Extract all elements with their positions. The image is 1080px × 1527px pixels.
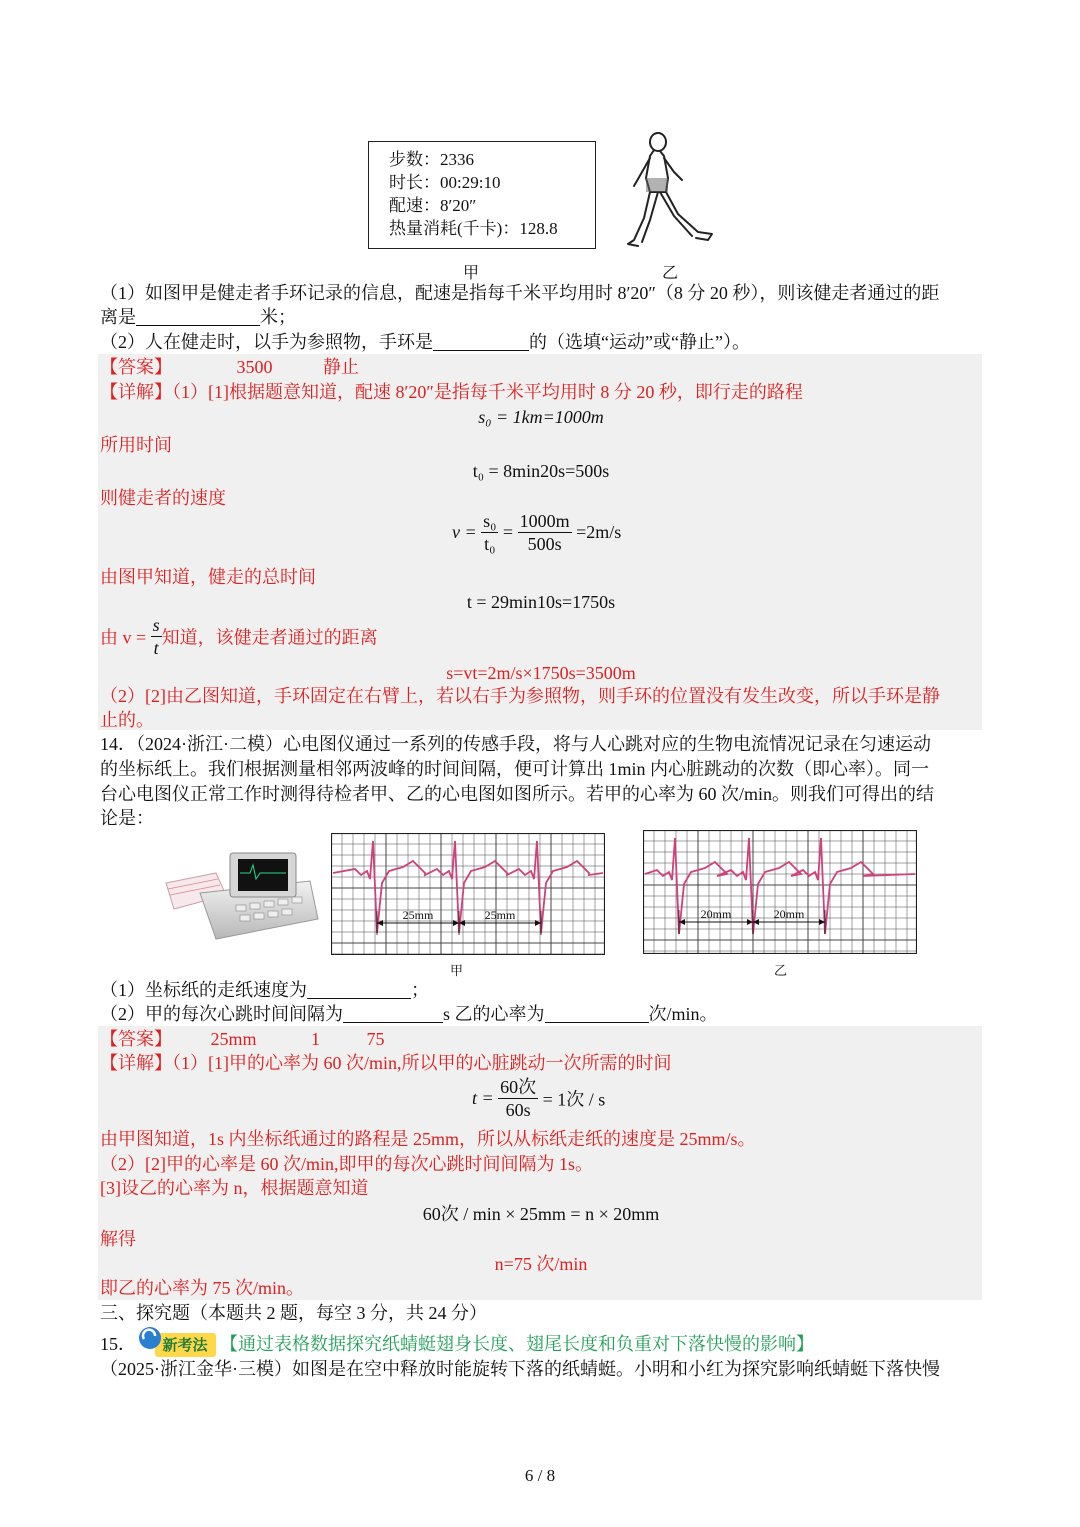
q13-distance-formula: 由 v = $\frac{s}{t}$ 知道，该健走者通过的距离 xyxy=(100,615,378,658)
ecg-measure-arrows xyxy=(377,908,541,935)
answer-blank-heart-rate[interactable] xyxy=(545,1004,649,1023)
ecg-chart-jia xyxy=(331,833,605,955)
ecg-label-yi: 乙 xyxy=(774,963,788,978)
q13-detail-2-cont: 止的。 xyxy=(100,710,154,730)
q13-part1: （1）如图甲是健走者手环记录的信息，配速是指每千米平均用时 8′20″（8 分 20 秒），则该健走者通过的距 xyxy=(100,283,940,303)
q15-header: 15． 新考法 【通过表格数据探究纸蜻蜓翅身长度、翅尾长度和负重对下落快慢的影响】 xyxy=(100,1329,814,1357)
q14-eq-t: t = $\frac{\text{60次}}{60s}$ = 1次 / s xyxy=(472,1077,606,1120)
q14-detail-1: 【详解】（1）[1]甲的心率为 60 次/min,所以甲的心脏跳动一次所需的时间 xyxy=(100,1053,672,1073)
answer-blank-interval[interactable] xyxy=(343,1004,443,1023)
q14-eq-n: 60次 / min × 25mm = n × 20mm xyxy=(422,1204,660,1224)
walker-illustration xyxy=(620,128,720,253)
q14-detail-2: 由甲图知道，1s 内坐标纸通过的路程是 25mm，所以从标纸走纸的速度是 25mm/s。 xyxy=(100,1129,756,1149)
q13-answer: 【答案】 3500 静止 xyxy=(100,357,359,377)
fig13-label-yi: 乙 xyxy=(662,265,679,282)
q14-stem-2: 的坐标纸上。我们根据测量相邻两波峰的时间间隔，便可计算出 1min 内心脏跳动的次数（即心率）。同一 xyxy=(100,759,929,779)
pedometer-calories: 热量消耗(千卡)：128.8 xyxy=(389,219,558,238)
q14-stem-4: 论是： xyxy=(100,808,154,828)
q13-eq-s: s=vt=2m/s×1750s=3500m xyxy=(446,663,636,683)
q13-eq-t: t = 29min10s=1750s xyxy=(466,592,616,612)
q13-eq-t0: t₀ = 8min20s=500s xyxy=(472,461,610,481)
page-number: 6 / 8 xyxy=(524,1466,556,1485)
q13-eq-velocity: v = $\frac{\text{s₀}}{\text{t₀}}$ = $\frac{1000m}{500s}$ =2m/s xyxy=(452,511,622,554)
fig13-label-jia: 甲 xyxy=(463,265,480,282)
q14-eq-n-result: n=75 次/min xyxy=(494,1254,588,1274)
ecg-machine-image xyxy=(160,833,322,945)
q13-velocity-label: 则健走者的速度 xyxy=(100,488,226,508)
new-exam-badge: 新考法 xyxy=(141,1331,216,1357)
q14-answer: 【答案】 25mm 1 75 xyxy=(100,1029,385,1049)
q14-detail-5: 即乙的心率为 75 次/min。 xyxy=(100,1278,305,1298)
q14-stem-1: 14．（2024·浙江·二模）心电图仪通过一系列的传感手段，将与人心跳对应的生物电流情况记录在匀速运动 xyxy=(100,734,931,754)
badge-swirl-icon xyxy=(137,1325,165,1351)
q13-total-time-label: 由图甲知道，健走的总时间 xyxy=(100,567,316,587)
pedometer-box xyxy=(368,141,596,249)
q14-part1: （1）坐标纸的走纸速度为 ； xyxy=(100,980,429,1000)
q13-part2: （2）人在健走时，以手为参照物，手环是 的（选填“运动”或“静止”）。 xyxy=(100,332,750,352)
pedometer-steps: 步数：2336 xyxy=(389,150,474,169)
q13-eq-s0: s₀ = 1km=1000m xyxy=(478,407,604,427)
q14-detail-3: （2）[2]甲的心率是 60 次/min,即甲的每次心跳时间间隔为 1s。 xyxy=(100,1154,593,1174)
q13-detail-1: 【详解】（1）[1]根据题意知道，配速 8′20″是指每千米平均用时 8 分 20 秒，即行走的路程 xyxy=(100,382,803,402)
q14-part2: （2）甲的每次心跳时间间隔为 s 乙的心率为 次/min。 xyxy=(100,1004,718,1024)
ecg-measure-label-1: 25mm xyxy=(402,908,434,922)
q14-stem-3: 台心电图仪正常工作时测得待检者甲、乙的心电图如图所示。若甲的心率为 60 次/min。则我们可得出的结 xyxy=(100,784,934,804)
answer-blank-paper-speed[interactable] xyxy=(307,980,411,999)
ecg-measure-label-2: 20mm xyxy=(773,907,805,921)
ecg-chart-yi xyxy=(643,830,917,954)
q13-part1-cont: 离是 米； xyxy=(100,307,296,327)
answer-blank-distance[interactable] xyxy=(136,307,260,326)
q14-detail-4: [3]设乙的心率为 n，根据题意知道 xyxy=(100,1178,369,1198)
q13-detail-2: （2）[2]由乙图知道，手环固定在右臂上，若以右手为参照物，则手环的位置没有发生改变，所以手环是静 xyxy=(100,686,940,706)
ecg-label-jia: 甲 xyxy=(450,963,464,978)
ecg-measure-label-1: 20mm xyxy=(700,907,732,921)
answer-blank-motion[interactable] xyxy=(433,332,529,351)
pedometer-duration: 时长：00:29:10 xyxy=(389,173,501,192)
q14-solve-label: 解得 xyxy=(100,1229,136,1249)
ecg-measure-label-2: 25mm xyxy=(484,908,516,922)
q13-time-label: 所用时间 xyxy=(100,435,172,455)
q15-stem: （2025·浙江金华·三模）如图是在空中释放时能旋转下落的纸蜻蜓。小明和小红为探究影响纸蜻蜓下落快慢 xyxy=(100,1359,940,1379)
section-3-heading: 三、探究题（本题共 2 题，每空 3 分，共 24 分） xyxy=(100,1303,487,1323)
pedometer-pace: 配速：8′20″ xyxy=(389,196,477,215)
